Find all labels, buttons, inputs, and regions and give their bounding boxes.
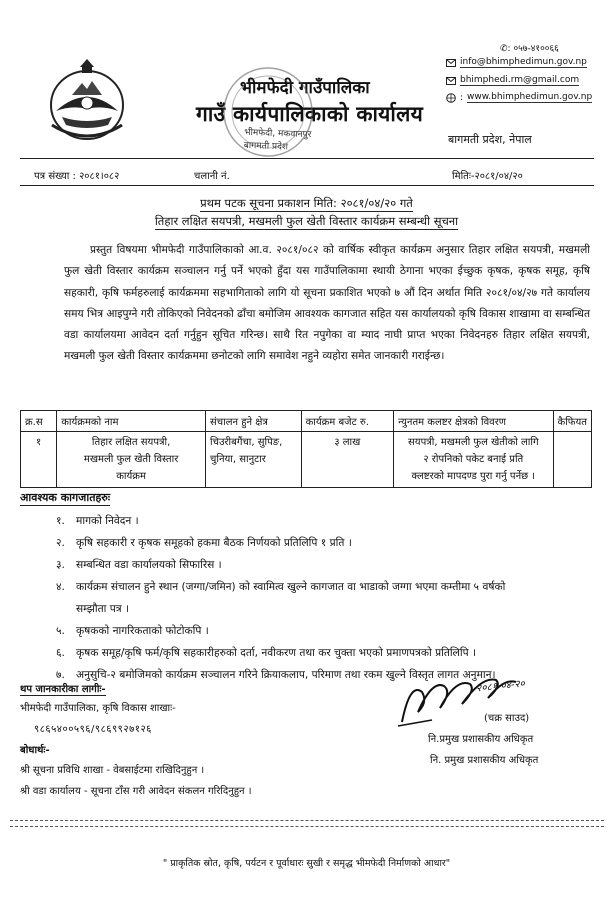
- globe-icon: [446, 93, 456, 103]
- list-item: ४. कार्यक्रम संचालन हुने स्थान (जग्गा/जमिन) को स्वामित्व खुल्ने कागजात वा भाडाको जग्गा भएमा कम्तीमा ५ वर्षको सम्झौता पत्र ।: [56, 581, 506, 615]
- cell-cluster-line: क्लष्टरको मापदण्ड पुरा गर्नु पर्नेछ ।: [411, 471, 536, 482]
- list-item: ६. कृषक समूह/कृषि फर्म/कृषि सहकारीहरुको दर्ता, नवीकरण तथा कर चुक्ता भएको प्रमाणपत्रको प्रतिलिपि ।: [56, 647, 476, 659]
- header-divider: [20, 158, 594, 159]
- cc-line-ward: श्री वडा कार्यालय - सूचना टाँस गरी आवेदन संकलन गरिदिनुहुन ।: [20, 786, 252, 797]
- municipality-name: भीमफेदी गाउँपालिका: [240, 78, 370, 98]
- website-link[interactable]: : www.bhimphedimun.gov.np: [446, 93, 592, 103]
- notice-subject-heading: तिहार लक्षित सयपत्री, मखमली फुल खेती विस्तार कार्यक्रम सम्बन्धी सूचना: [154, 214, 459, 228]
- cc-heading: बोधार्थः-: [20, 745, 50, 756]
- cell-program-line: कार्यक्रम: [116, 471, 146, 482]
- notice-date-heading: प्रथम पटक सूचना प्रकाशन मिति: २०८१/०४/२० गते: [200, 196, 413, 210]
- contact-phones: ९८६५४००५९६/९८६९९२७१२६: [34, 724, 152, 735]
- email-secondary[interactable]: [446, 76, 579, 86]
- signatory-name: (चक्र साउद): [484, 713, 530, 724]
- col-remarks: कैफियत: [553, 411, 591, 432]
- office-name: गाउँ कार्यपालिकाको कार्यालय: [196, 102, 424, 126]
- col-area: संचालन हुने क्षेत्र: [206, 411, 302, 432]
- email-primary[interactable]: [446, 58, 587, 68]
- office-address-city: भीमफेदी, मकवानपुर: [244, 127, 312, 141]
- documents-list: [56, 510, 596, 686]
- cell-remarks: [553, 432, 591, 488]
- cell-cluster-line: सयपत्री, मखमली फुल खेतीको लागि: [408, 437, 539, 448]
- footer-divider-2: [10, 826, 604, 827]
- cell-area: [206, 432, 302, 488]
- cell-sn: १: [21, 432, 57, 488]
- col-budget: कार्यक्रम बजेट रु.: [301, 411, 394, 432]
- letter-date: मितिः-२०८१/०४/२०: [452, 171, 523, 182]
- notice-body: प्रस्तुत विषयमा भीमफेदी गाउँपालिकाको आ.व. २०८१/०८२ को वार्षिक स्वीकृत कार्यक्रम अनुसार तिहार लक्षित सयपत्री, मखमली फुल खेती विस्तार कार्यक्रम सञ्चालन गर्नु पर्ने भएको हुँदा यस गाउँपालिकामा स्थायी ठेगाना भएका ईच्छुक कृषक, कृषक समूह, कृषि सहकारी, कृषि फर्महरुलाई कार्यक्रममा सहभागिताको लागि यो सूचना प्रकाशित भएको ७ औं दिन अर्थात मिति २०८१/०४/२७ गते कार्यालय समय भित्र आइपुग्ने गरी तोकिएको निवेदनको ढाँचा बमोजिम आवश्यक कागजात सहित यस कार्यालयको कृषि विकास शाखामा वा सम्बन्धित वडा कार्यालयमा आवेदन दर्ता गर्नुहुन सूचित गरिन्छ। साथै रित नपुगेका वा म्याद नाघी प्राप्त भएका निवेदनहरु तिहार लक्षित सयपत्री, मखमली फुल खेती विस्तार कार्यक्रममा छनोटको लागि समावेश नहुने व्यहोरा समेत जानकारी गराईन्छ।: [64, 244, 590, 363]
- col-cluster: न्युनतम कलष्टर क्षेत्रको विवरण: [394, 411, 553, 432]
- list-item: २. कृषि सहकारी र कृषक समूहको हकमा बैठक निर्णयको प्रतिलिपि १ प्रति ।: [56, 537, 352, 549]
- nepal-emblem: [42, 55, 132, 145]
- dispatch-number: चलानी नं.: [194, 171, 230, 182]
- col-sn: क्र.स: [21, 411, 57, 432]
- footer-divider: [10, 820, 604, 821]
- cell-program-line: तिहार लक्षित सयपत्री,: [91, 437, 171, 448]
- office-address-province: बागमती प्रदेश: [243, 140, 289, 153]
- list-item: ५. कृषकको नागरिकताको फोटोकपि ।: [56, 625, 209, 637]
- cell-program: [57, 432, 206, 488]
- documents-heading: आवश्यक कागजातहरुः: [20, 491, 111, 504]
- cell-cluster-line: २ रोपनिको पकेट बनाई प्रति: [423, 454, 524, 465]
- table-header-row: [21, 411, 592, 432]
- website-text: www.bhimphedimun.gov.np: [467, 92, 593, 102]
- phone-value: ०५७-४१००६६: [513, 44, 559, 54]
- signatory-title: नि.प्रमुख प्रशासकीय अधिकृत: [428, 734, 534, 745]
- contact-office: भीमफेदी गाउँपालिका, कृषि विकास शाखाः-: [20, 703, 176, 714]
- email-secondary-text: bhimphedi.rm@gmail.com: [460, 75, 580, 85]
- ref-number: पत्र संख्या : २०८१।०८२: [34, 171, 120, 182]
- ref-divider: [20, 185, 594, 186]
- signature-date: २०८१-०४-२०: [475, 678, 526, 695]
- email-primary-text: info@bhimphedimun.gov.np: [460, 57, 587, 67]
- phone-number: ✆: ०५७-४१००६६: [500, 44, 559, 54]
- col-program: कार्यक्रमको नाम: [57, 411, 206, 432]
- list-item: ३. सम्बन्धित वडा कार्यालयको सिफारिस ।: [56, 559, 222, 571]
- cell-program-line: मखमली फुल खेती विस्तार: [83, 454, 179, 465]
- contact-heading: थप जानकारीका लागीः-: [20, 681, 106, 696]
- list-item: ७. अनुसुचि-२ बमोजिमको कार्यक्रम सञ्चालन गरिने क्रियाकलाप, परिमाण तथा रकम खुल्ने विस्तृत लागत अनुमान।: [56, 669, 496, 681]
- cell-budget: ३ लाख: [301, 432, 394, 488]
- gmail-icon: [446, 77, 456, 85]
- program-table: [20, 410, 592, 488]
- cc-line-it: श्री सूचना प्रविधि शाखा - वेबसाईटमा राखिदिनुहुन ।: [20, 765, 205, 776]
- cell-area-line: चिउरीबगैंचा, सुपिङ,: [210, 437, 283, 448]
- cell-cluster: [394, 432, 553, 488]
- table-row: [21, 432, 592, 488]
- phone-icon: ✆: [500, 44, 508, 54]
- cell-area-line: चुनिया, सानुटार: [210, 454, 266, 465]
- province-name: बागमती प्रदेश, नेपाल: [448, 133, 532, 146]
- signatory-title-stamp: नि. प्रमुख प्रशासकीय अधिकृत: [430, 755, 539, 766]
- footer-slogan: " प्राकृतिक स्रोत, कृषि, पर्यटन र पूर्वाधारः सुखी र समृद्ध भीमफेदी निर्माणको आधार": [162, 858, 451, 869]
- office-stamp: [218, 62, 318, 162]
- email-icon: [446, 59, 456, 67]
- list-item: १. मागको निवेदन ।: [56, 515, 139, 527]
